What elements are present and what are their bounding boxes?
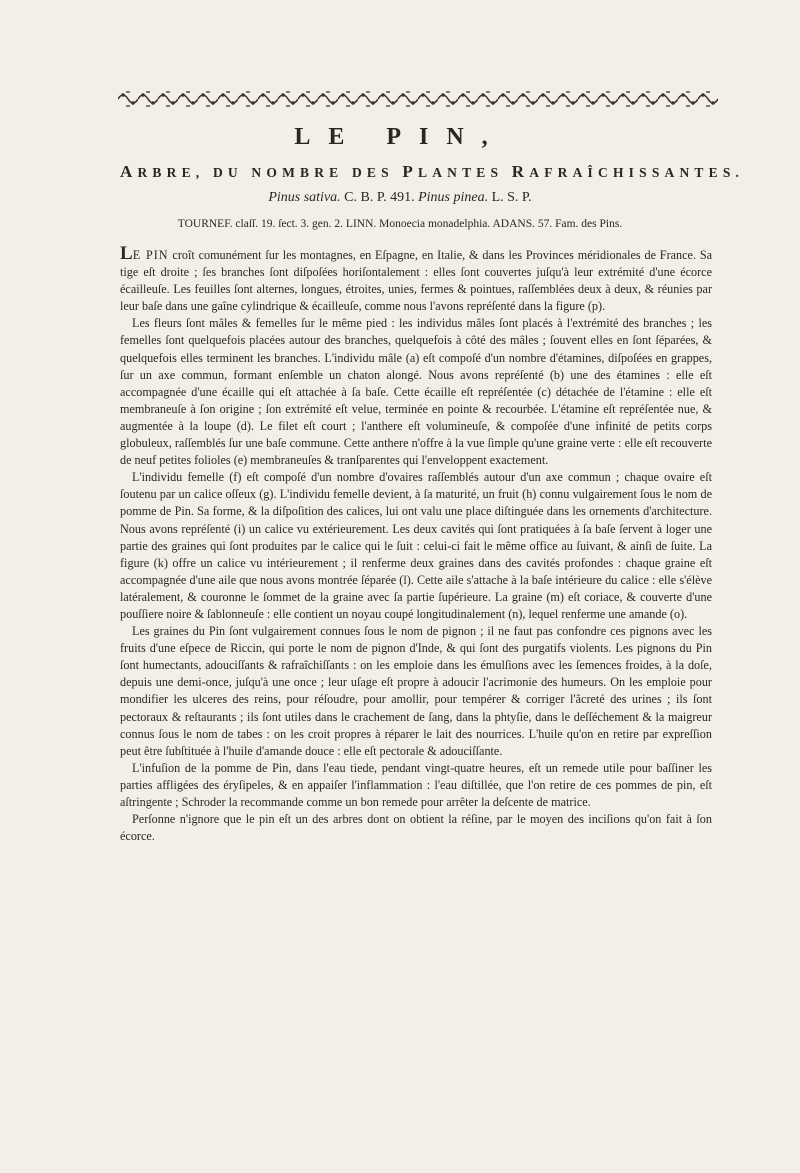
synonym-name-2: Pinus pinea. <box>418 190 489 205</box>
synonym-name-1: Pinus sativa. <box>268 190 341 205</box>
paragraph-6: Perſonne n'ignore que le pin eſt un des arbres dont on obtient la réſine, par le moyen des inciſions qu'on fait à ſon écorce. <box>120 812 712 844</box>
body-text <box>120 244 712 845</box>
synonym-ref-1: C. B. P. 491. <box>344 190 415 205</box>
synonym-ref-2: L. S. P. <box>491 190 532 205</box>
paragraph-1 <box>120 244 712 315</box>
subtitle-part-1: RBRE, DU NOMBRE DES <box>137 165 403 180</box>
subtitle <box>120 162 745 182</box>
paragraph-5: L'infuſion de la pomme de Pin, dans l'eau tiede, pendant vingt-quatre heures, eſt un remede utile pour baſſiner les parties affligées des éryſipeles, & en appaiſer l'inflammation : l'eau diſtillée, que l'on retire de ces pommes de pin, eſt aſtringente ; Schroder la recommande comme un bon remede pour arrêter la deſcente de matrice. <box>120 760 712 809</box>
page-title: LE PIN, <box>294 124 506 150</box>
first-word-rest: E PIN <box>132 248 169 262</box>
drop-cap: L <box>120 243 133 264</box>
decorative-border-ornament <box>118 90 718 108</box>
paragraph-1-text: croît comunément ſur les montagnes, en Eſpagne, en Italie, & dans les Provinces méridionales de France. Sa tige eſt droite ; ſes branches ſont diſpoſées horiſontalement : elles ſont couvertes juſqu'à leur extrémité d'une écorce écailleuſe. Les feuilles ſont alternes, longues, étroites, unies, fermes & pointues, raſſemblées deux à deux, & réunies par leur baſe dans une gaîne cylindrique & écailleuſe, comme nous l'avons repréſenté dans la figure (p). <box>120 248 713 314</box>
subtitle-part-3: AFRAÎCHISSANTES. <box>529 165 745 180</box>
classification-references: TOURNEF. claſſ. 19. ſect. 3. gen. 2. LINN. Monoecia monadelphia. ADANS. 57. Fam. des Pins. <box>177 218 623 230</box>
paragraph-2: Les fleurs ſont mâles & femelles ſur le même pied : les individus mâles ſont placés à l'extrémité des branches ; les femelles ſont quelquefois placées autour des branches, quelquefois à côté des mâles ; ſouvent elles en ſont ſéparées, & quelquefois elles terminent les branches. L'individu mâle (a) eſt compoſé d'un nombre d'étamines, diſpoſées en grappes, ſur un axe commun, formant enſemble un chaton alongé. Nous avons repréſenté (b) une des étamines : elle eſt accompagnée d'une écaille qui eſt attachée à ſa baſe. Cette écaille eſt repréſentée (c) détachée de l'étamine : elle eſt membraneuſe à ſon origine ; ſon extrémité eſt velue, terminée en pointe & recourbée. L'étamine eſt repréſentée nue, & augmentée à la loupe (d). Le filet eſt court ; l'anthere eſt volumineuſe, & compoſée d'une infinité de petits corps globuleux, raſſemblés ſur une baſe commune. Cette anthere n'offre à la vue ſimple qu'une graine verte : elle eſt recouverte de neuf petites folioles (e) membraneuſes & tranſparentes qui l'enveloppent exactement. <box>120 316 712 468</box>
subtitle-cap-2: P <box>402 162 418 181</box>
botanical-synonyms <box>0 190 800 206</box>
paragraph-3: L'individu femelle (f) eſt compoſé d'un nombre d'ovaires raſſemblés autour d'un axe commun ; chaque ovaire eſt ſoutenu par un calice oſſeux (g). L'individu femelle devient, à ſa maturité, un fruit (h) connu vulgairement ſous le nom de pomme de Pin. Sa forme, & la diſpoſition des calices, lui ont valu une place diſtinguée dans les ornements d'architecture. Nous avons repréſenté (i) un calice vu extérieurement. Les deux cavités qui ſont pratiquées à ſa baſe ſervent à loger une partie des graines qui ſont produites par le calice qui le ſuit : celui-ci fait le même office au ſuivant, & ainſi de ſuite. La figure (k) offre un calice vu intérieurement ; il renferme deux graines dans des cavités profondes : chaque graine eſt accompagnée d'une aile que nous avons montrée ſéparée (l). Cette aile s'attache à la baſe intérieure du calice : elle s'élève latéralement, & couronne le ſommet de la graine avec ſa partie ſupérieure. La graine (m) eſt coriace, & couverte d'une pouſſiere noire & ſablonneuſe : elle contient un noyau coupé longitudinalement (n), lequel renferme une amande (o). <box>120 470 712 621</box>
paragraph-4: Les graines du Pin ſont vulgairement connues ſous le nom de pignon ; il ne faut pas confondre ces pignons avec les fruits d'une eſpece de Riccin, qui porte le nom de pignon d'Inde, & qui ſont des purgatifs violents. Les pignons du Pin ſont humectants, adouciſſants & rafraîchiſſants : on les emploie dans les émulſions avec les ſemences froides, à la doſe, depuis une demi-once, juſqu'à une once ; leur uſage eſt propre à adoucir l'acrimonie des humeurs. On les emploie pour mondifier les ulceres des reins, pour réſoudre, pour amollir, pour tempérer & corriger l'âcreté des urines ; ils ſont pectoraux & reſtaurants ; ils ſont utiles dans le crachement de ſang, dans la phtyſie, dans le deſſéchement & la maigreur connus ſous le nom de tabes : on les croit propres à réparer le lait des nourrices. L'huile qu'on en retire par expreſſion peut être ſubſtituée à l'huile d'amande douce : elle eſt pectorale & adouciſſante. <box>120 624 712 758</box>
subtitle-part-2: LANTES <box>417 165 512 180</box>
subtitle-cap-3: R <box>511 162 530 181</box>
subtitle-cap-1: A <box>120 162 138 181</box>
